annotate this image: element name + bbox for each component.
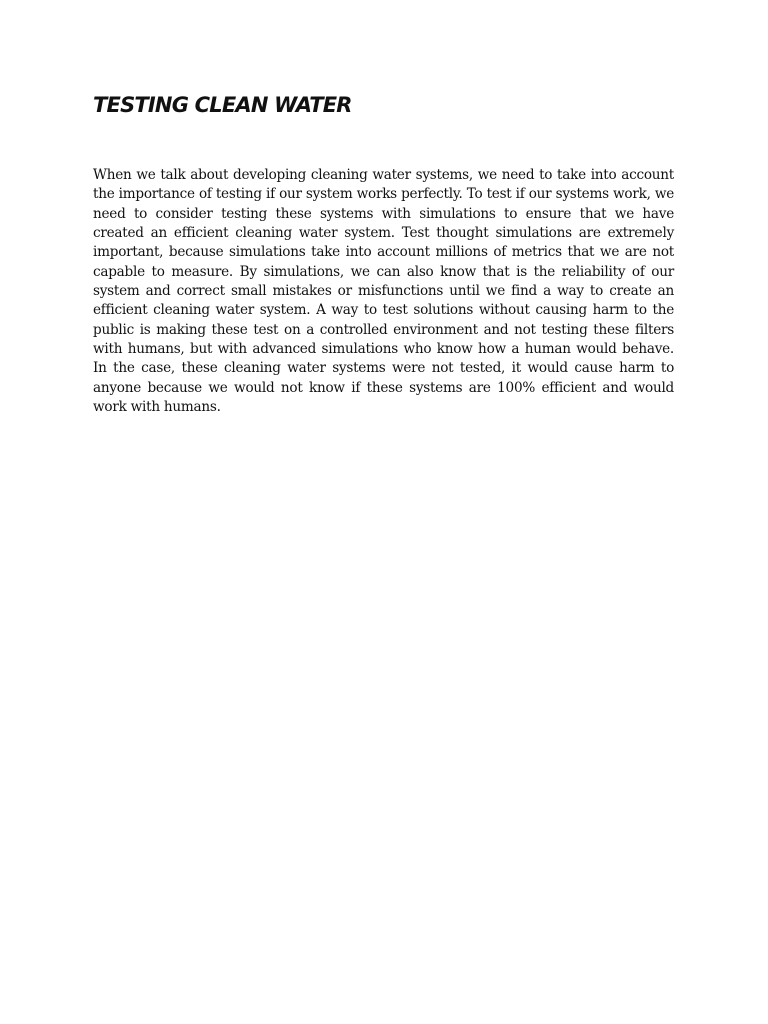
document-body-paragraph: When we talk about developing cleaning water systems, we need to take into account the importance of testing if our system works perfectly. To test if our systems work, we need to consider testing these systems with simulations to ensure that we have created an efficient cleaning water system. Test thought simulations are extremely important, because simulations take into account millions of metrics that we are not capable to measure. By simulations, we can also know that is the reliability of our system and correct small mistakes or misfunctions until we find a way to create an efficient cleaning water system. A way to test solutions without causing harm to the public is making these test on a controlled environment and not testing these filters with humans, but with advanced simulations who know how a human would behave. In the case, these cleaning water systems were not tested, it would cause harm to anyone because we would not know if these systems are 100% efficient and would work with humans. xyxy=(93,167,674,416)
document-title: TESTING CLEAN WATER xyxy=(93,93,352,117)
